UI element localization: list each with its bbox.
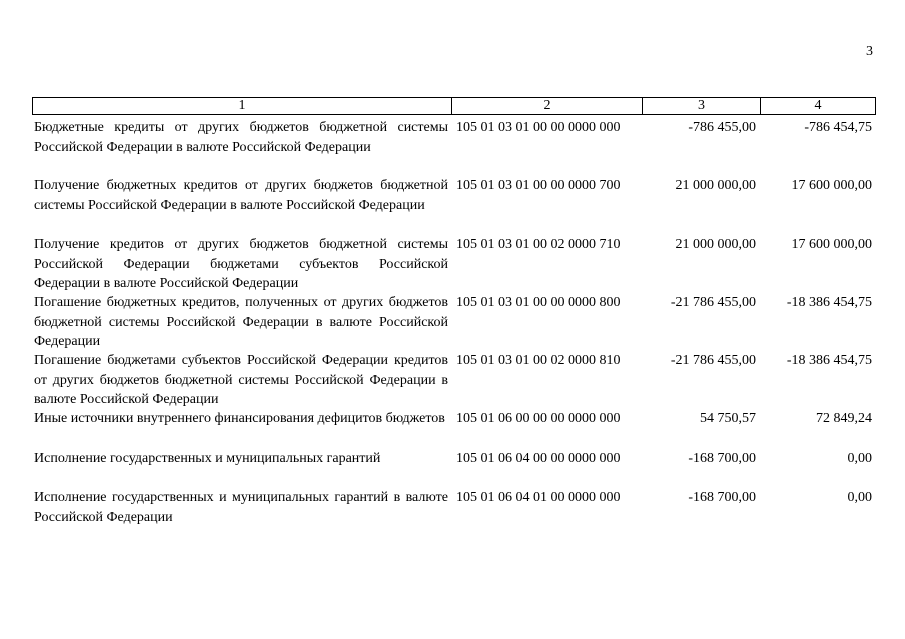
table-header [32, 97, 876, 115]
table-row [32, 488, 876, 527]
row-name: Исполнение государственных и муниципальных гарантий в валюте Российской Федерации [34, 490, 448, 525]
table-row [32, 118, 876, 157]
row-value-3: -786 455,00 [688, 120, 756, 135]
row-value-3: 54 750,57 [700, 411, 756, 426]
row-value-3: -21 786 455,00 [670, 295, 756, 310]
row-code: 105 01 06 00 00 00 0000 000 [456, 411, 621, 426]
row-name: Погашение бюджетных кредитов, полученных от других бюджетов бюджетной системы Российской Федерации в валюте Российской Федерации [34, 295, 448, 349]
row-value-4: 0,00 [847, 490, 872, 505]
page-number: 3 [866, 44, 873, 59]
row-value-4: 0,00 [847, 451, 872, 466]
row-name: Получение кредитов от других бюджетов бюджетной системы Российской Федерации бюджетами субъектов Российской Федерации в валюте Российской Федерации [34, 237, 448, 291]
row-value-4: 72 849,24 [816, 411, 872, 426]
header-col-4: 4 [814, 98, 822, 113]
row-code: 105 01 03 01 00 02 0000 810 [456, 353, 621, 368]
table-row [32, 176, 876, 215]
row-value-3: -168 700,00 [688, 451, 756, 466]
row-code: 105 01 03 01 00 02 0000 710 [456, 237, 621, 252]
header-col-1: 1 [33, 98, 452, 114]
row-name: Погашение бюджетами субъектов Российской Федерации кредитов от других бюджетов бюджетной системы Российской Федерации в валюте Российской Федерации [34, 353, 448, 407]
table-row [32, 293, 876, 352]
table-row [32, 235, 876, 294]
row-name: Исполнение государственных и муниципальных гарантий [34, 451, 381, 466]
row-value-4: -18 386 454,75 [786, 295, 872, 310]
row-value-4: 17 600 000,00 [791, 178, 872, 193]
table-row [32, 351, 876, 410]
header-col-2: 2 [452, 98, 643, 114]
row-value-4: 17 600 000,00 [791, 237, 872, 252]
header-col-3: 3 [643, 98, 761, 114]
row-value-3: 21 000 000,00 [675, 237, 756, 252]
row-code: 105 01 06 04 00 00 0000 000 [456, 451, 621, 466]
row-value-4: -18 386 454,75 [786, 353, 872, 368]
row-value-3: 21 000 000,00 [675, 178, 756, 193]
row-value-3: -21 786 455,00 [670, 353, 756, 368]
row-value-4: -786 454,75 [804, 120, 872, 135]
row-name: Иные источники внутреннего финансирования дефицитов бюджетов [34, 411, 445, 426]
row-name: Получение бюджетных кредитов от других бюджетов бюджетной системы Российской Федерации в валюте Российской Федерации [34, 178, 448, 213]
row-name: Бюджетные кредиты от других бюджетов бюджетной системы Российской Федерации в валюте Российской Федерации [34, 120, 448, 155]
row-code: 105 01 06 04 01 00 0000 000 [456, 490, 621, 505]
table-row [32, 449, 876, 469]
row-code: 105 01 03 01 00 00 0000 700 [456, 178, 621, 193]
row-code: 105 01 03 01 00 00 0000 000 [456, 120, 621, 135]
table-row [32, 409, 876, 429]
row-value-3: -168 700,00 [688, 490, 756, 505]
row-code: 105 01 03 01 00 00 0000 800 [456, 295, 621, 310]
